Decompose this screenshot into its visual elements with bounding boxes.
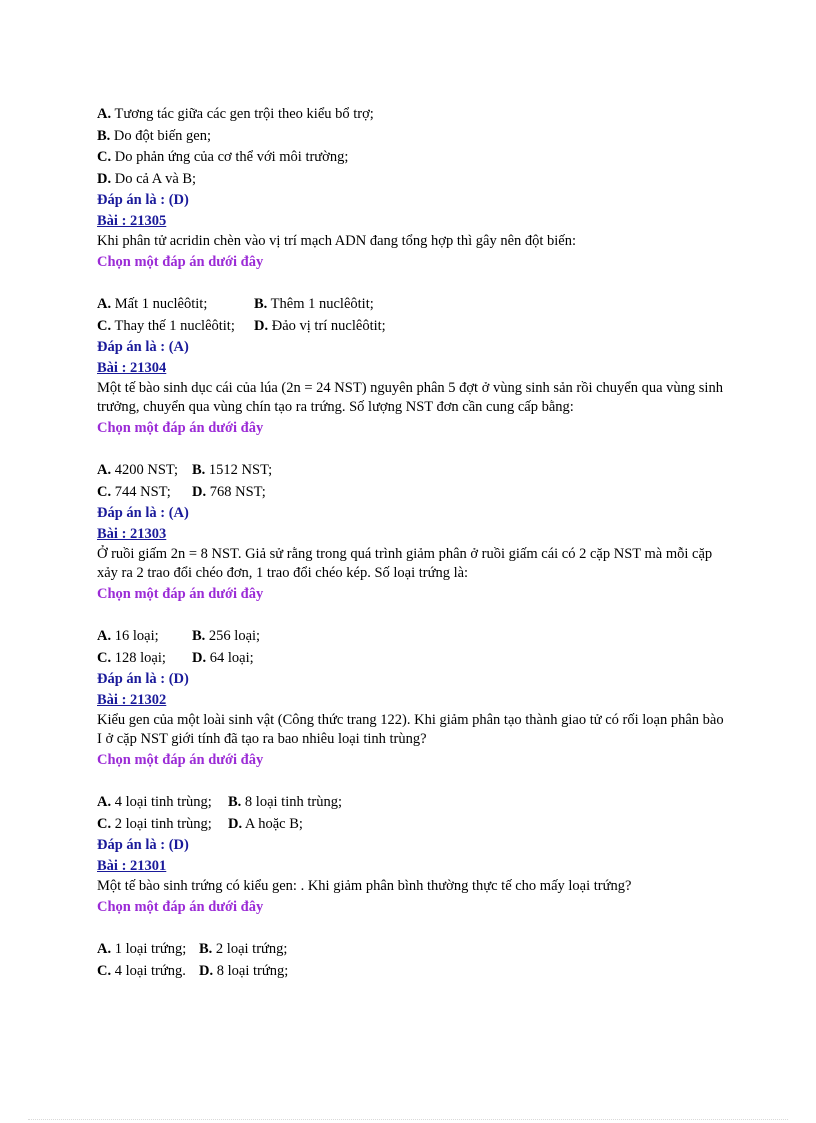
answer-label: Đáp án là : (D)	[97, 837, 189, 853]
question-title-link[interactable]: Bài : 21301	[97, 858, 167, 874]
document-body	[97, 104, 737, 982]
option-a: A. Mất 1 nuclêôtit;	[97, 296, 208, 312]
choose-prompt: Chọn một đáp án dưới đây	[97, 586, 264, 602]
options-row	[97, 460, 737, 482]
question-block	[97, 524, 737, 690]
options-row	[97, 648, 737, 670]
option-a: A. 1 loại trứng;	[97, 941, 187, 957]
question-block	[97, 358, 737, 524]
option-c: C. 4 loại trứng.	[97, 962, 186, 979]
options-row	[97, 294, 737, 316]
answer-label: Đáp án là : (A)	[97, 505, 189, 521]
question-text: Ở ruồi giấm 2n = 8 NST. Giả sử rằng trong quá trình giảm phân ở ruồi giấm cái có 2 cặp NST mà mỗi cặp xảy ra 2 trao đổi chéo đơn, 1 trao đổi chéo kép. Số loại trứng là:	[97, 546, 713, 581]
option-c: C. Do phản ứng của cơ thể với môi trường;	[97, 149, 349, 165]
option-a: A. 4200 NST;	[97, 462, 178, 478]
choose-prompt: Chọn một đáp án dưới đây	[97, 752, 264, 768]
option-a: A. Tương tác giữa các gen trội theo kiểu bổ trợ;	[97, 106, 374, 122]
option-d: D. Do cả A và B;	[97, 170, 197, 187]
question-text: Kiểu gen của một loài sinh vật (Công thức trang 122). Khi giảm phân tạo thành giao tử có rối loạn phân bào I ở cặp NST giới tính đã tạo ra bao nhiêu loại tinh trùng?	[97, 712, 724, 747]
options-row	[97, 939, 737, 961]
option-a: A. 4 loại tinh trùng;	[97, 794, 212, 810]
question-title-link[interactable]: Bài : 21303	[97, 526, 167, 542]
option-c: C. Thay thế 1 nuclêôtit;	[97, 317, 235, 334]
question-block	[97, 690, 737, 856]
options-row	[97, 961, 737, 983]
option-a: A. 16 loại;	[97, 628, 159, 644]
option-b: B. Thêm 1 nuclêôtit;	[254, 296, 374, 312]
options-row	[97, 482, 737, 504]
answer-label: Đáp án là : (D)	[97, 192, 189, 208]
option-d: D. 768 NST;	[192, 483, 266, 500]
option-b: B. Do đột biến gen;	[97, 127, 211, 144]
options-row	[97, 792, 737, 814]
question-title-link[interactable]: Bài : 21304	[97, 360, 167, 376]
question-block	[97, 211, 737, 358]
page-divider	[28, 1119, 788, 1120]
option-b: B. 1512 NST;	[192, 462, 273, 478]
question-title-link[interactable]: Bài : 21305	[97, 213, 167, 229]
options-row	[97, 316, 737, 338]
options-row	[97, 626, 737, 648]
question-title-link[interactable]: Bài : 21302	[97, 692, 167, 708]
option-c: C. 128 loại;	[97, 649, 166, 666]
question-text: Một tế bào sinh dục cái của lúa (2n = 24 NST) nguyên phân 5 đợt ở vùng sinh sản rồi chuyển qua vùng sinh trưởng, chuyển qua vùng chín tạo ra trứng. Số lượng NST đơn cần cung cấp bằng:	[97, 380, 723, 415]
choose-prompt: Chọn một đáp án dưới đây	[97, 420, 264, 436]
options-row	[97, 814, 737, 836]
option-c: C. 2 loại tinh trùng;	[97, 815, 212, 832]
choose-prompt: Chọn một đáp án dưới đây	[97, 899, 264, 915]
option-d: D. Đảo vị trí nuclêôtit;	[254, 317, 386, 334]
option-b: B. 8 loại tinh trùng;	[228, 794, 342, 810]
answer-label: Đáp án là : (D)	[97, 671, 189, 687]
answer-label: Đáp án là : (A)	[97, 339, 189, 355]
question-block	[97, 856, 737, 982]
question-text: Khi phân tử acridin chèn vào vị trí mạch ADN đang tổng hợp thì gây nên đột biến:	[97, 233, 577, 249]
option-b: B. 2 loại trứng;	[199, 941, 288, 957]
question-text: Một tế bào sinh trứng có kiểu gen: . Khi giảm phân bình thường thực tế cho mấy loại trứng?	[97, 878, 632, 894]
choose-prompt: Chọn một đáp án dưới đây	[97, 254, 264, 270]
option-d: D. 64 loại;	[192, 649, 254, 666]
intro-options	[97, 104, 737, 211]
option-b: B. 256 loại;	[192, 628, 261, 644]
option-d: D. 8 loại trứng;	[199, 962, 289, 979]
option-d: D. A hoặc B;	[228, 815, 303, 832]
option-c: C. 744 NST;	[97, 483, 171, 500]
